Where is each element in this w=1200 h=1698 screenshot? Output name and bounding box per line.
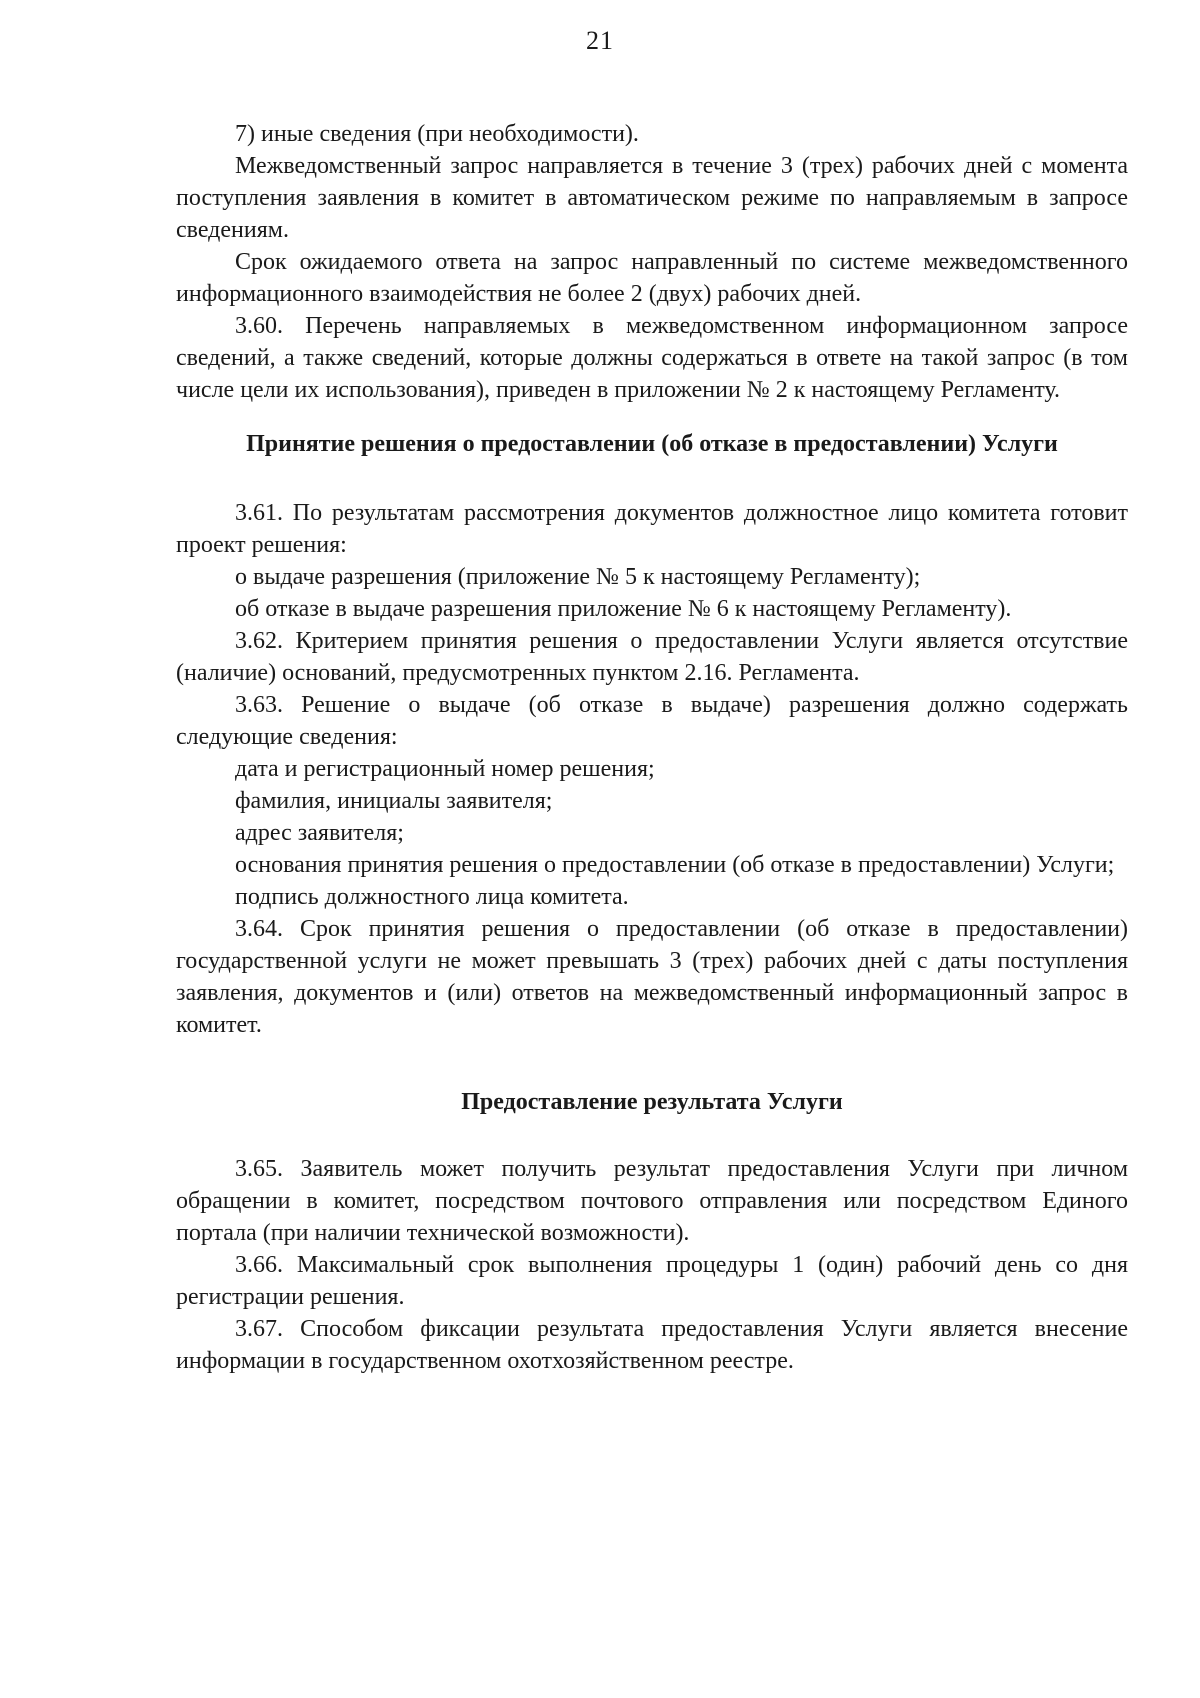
paragraph-decision-field-1: дата и регистрационный номер решения;	[235, 756, 655, 782]
section-heading-result: Предоставление результата Услуги	[461, 1089, 843, 1115]
paragraph-intro-3: Срок ожидаемого ответа на запрос направленный по системе межведомственного информационного взаимодействия не более 2 (двух) рабочих дней.	[176, 249, 1128, 307]
page-number: 21	[586, 26, 614, 55]
paragraph-intro-1: 7) иные сведения (при необходимости).	[235, 121, 639, 147]
document-body	[176, 118, 1128, 1377]
paragraph-3-67: 3.67. Способом фиксации результата предоставления Услуги является внесение информации в государственном охотхозяйственном реестре.	[176, 1316, 1128, 1374]
paragraph-decision-field-2: фамилия, инициалы заявителя;	[235, 788, 553, 814]
paragraph-intro-2: Межведомственный запрос направляется в течение 3 (трех) рабочих дней с момента поступления заявления в комитет в автоматическом режиме по направляемым в запросе сведениям.	[176, 153, 1128, 243]
paragraph-3-63: 3.63. Решение о выдаче (об отказе в выдаче) разрешения должно содержать следующие сведения:	[176, 692, 1128, 750]
paragraph-3-66: 3.66. Максимальный срок выполнения процедуры 1 (один) рабочий день со дня регистрации решения.	[176, 1252, 1128, 1310]
paragraph-decision-item-2: об отказе в выдаче разрешения приложение № 6 к настоящему Регламенту).	[235, 596, 1012, 622]
paragraph-3-62: 3.62. Критерием принятия решения о предоставлении Услуги является отсутствие (наличие) оснований, предусмотренных пунктом 2.16. Регламента.	[176, 628, 1128, 686]
section-heading-decision: Принятие решения о предоставлении (об отказе в предоставлении) Услуги	[246, 431, 1058, 457]
spacer	[176, 461, 1128, 497]
paragraph-3-61: 3.61. По результатам рассмотрения документов должностное лицо комитета готовит проект решения:	[176, 500, 1128, 558]
paragraph-3-65: 3.65. Заявитель может получить результат предоставления Услуги при личном обращении в комитет, посредством почтового отправления или посредством Единого портала (при наличии технической возможности).	[176, 1156, 1128, 1246]
paragraph-decision-field-5: подпись должностного лица комитета.	[235, 884, 629, 910]
paragraph-3-60: 3.60. Перечень направляемых в межведомственном информационном запросе сведений, а также сведений, которые должны содержаться в ответе на такой запрос (в том числе цели их использования), приведен в приложении № 2 к настоящему Регламенту.	[176, 313, 1128, 403]
spacer	[176, 406, 1128, 427]
paragraph-3-64: 3.64. Срок принятия решения о предоставлении (об отказе в предоставлении) государственной услуги не может превышать 3 (трех) рабочих дней с даты поступления заявления, документов и (или) ответов на межведомственный информационный запрос в комитет.	[176, 916, 1128, 1038]
paragraph-decision-field-4: основания принятия решения о предоставлении (об отказе в предоставлении) Услуги;	[235, 852, 1115, 878]
spacer	[176, 1119, 1128, 1153]
paragraph-decision-field-3: адрес заявителя;	[235, 820, 404, 846]
spacer	[176, 1041, 1128, 1085]
paragraph-decision-item-1: о выдаче разрешения (приложение № 5 к настоящему Регламенту);	[235, 564, 921, 590]
